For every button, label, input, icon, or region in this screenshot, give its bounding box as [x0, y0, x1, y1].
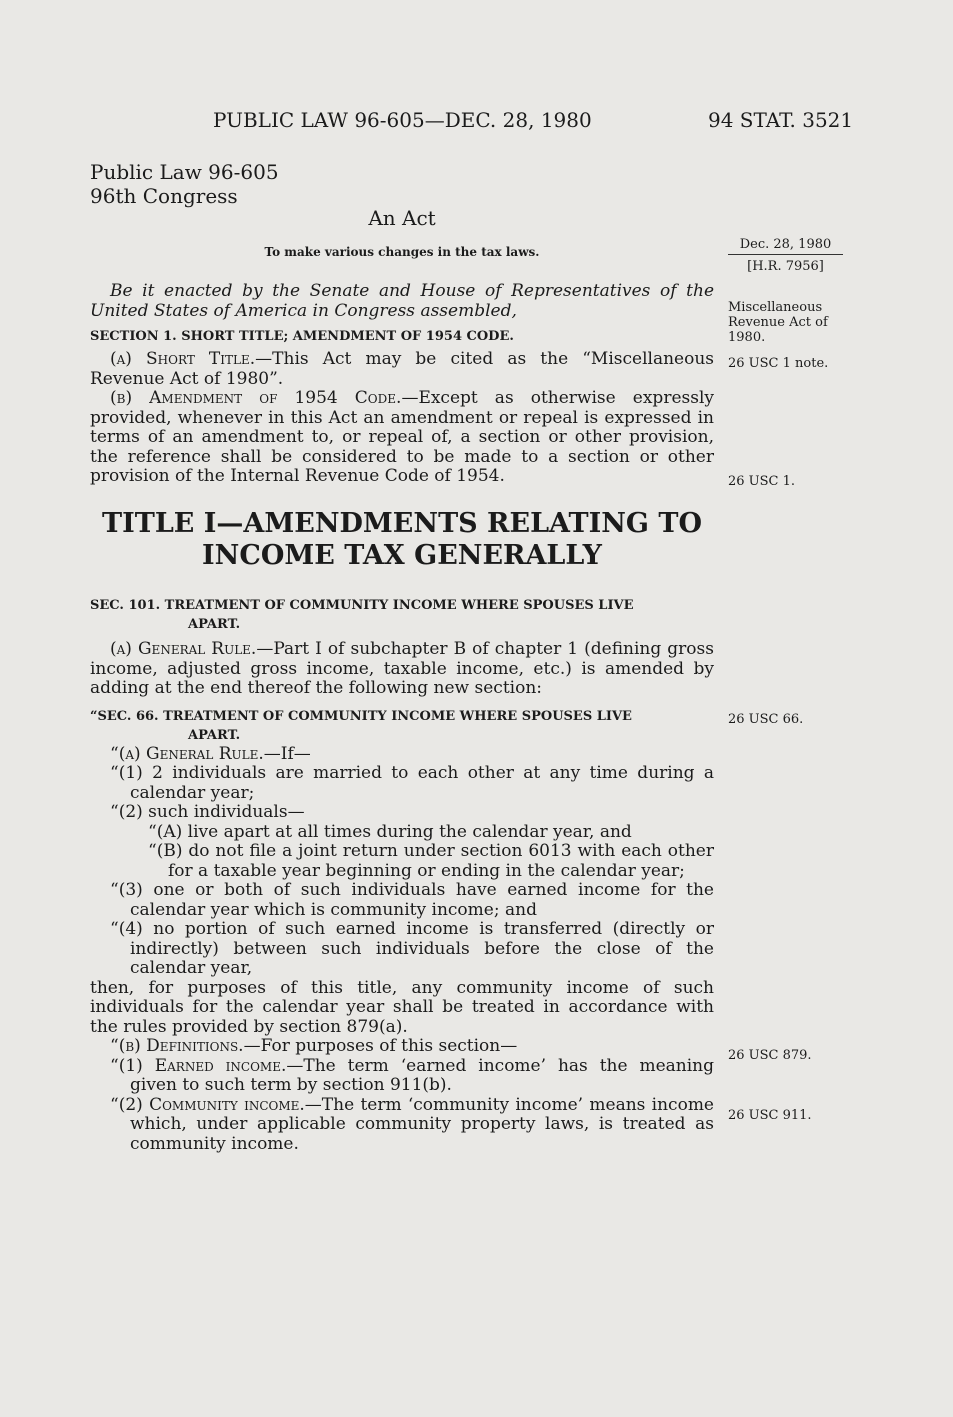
- paragraph-4: “(4) no portion of such earned income is transferred (directly or indirectly) between such individuals before the close of the calendar year,: [110, 919, 714, 978]
- margin-usc-911: 26 USC 911.: [728, 1108, 812, 1123]
- section-1-b-label: (b) Amendment of 1954 Code.: [110, 388, 402, 408]
- section-1-a-text: —This Act may be cited as the “Miscellaneous Revenue Act of 1980”.: [90, 349, 715, 389]
- section-101-block: [90, 596, 714, 1154]
- section-101-heading: [90, 596, 714, 634]
- margin-bill-number: [H.R. 7956]: [728, 254, 843, 274]
- margin-date: [728, 237, 843, 274]
- margin-short-title: Miscellaneous Revenue Act of 1980.: [728, 300, 828, 345]
- definition-2-text: —The term ‘community income’ means income which, under applicable community property laws, is treated as community income.: [130, 1094, 714, 1154]
- section-1-b-text: —Except as otherwise expressly provided, whenever in this Act an amendment or repeal is expressed in terms of an amendment to, or repeal of, a section or other provision, the reference shall be considered to be made to a section or other provision of the Internal Revenue Code of 1954.: [90, 388, 714, 486]
- section-1-a-label: (a) Short Title.: [110, 349, 256, 369]
- then-clause: then, for purposes of this title, any community income of such individuals for the calendar year shall be treated in accordance with the rules provided by section 879(a).: [90, 977, 714, 1037]
- definition-1-text: —The term ‘earned income’ has the meaning given to such term by section 911(b).: [130, 1055, 715, 1095]
- margin-date-text: Dec. 28, 1980: [739, 237, 832, 252]
- section-1-heading: SECTION 1. SHORT TITLE; AMENDMENT OF 1954 CODE.: [90, 329, 514, 344]
- law-number: Public Law 96-605: [90, 160, 279, 184]
- section-66-heading-line1: “SEC. 66. TREATMENT OF COMMUNITY INCOME WHERE SPOUSES LIVE: [90, 708, 632, 724]
- definitions-heading: [90, 1037, 714, 1057]
- subparagraph-2B: “(B) do not file a joint return under section 6013 with each other for a taxable year beginning or ending in the calendar year;: [148, 841, 714, 881]
- definition-1-label: “(1) Earned income.: [110, 1055, 287, 1076]
- definitions-text: —For purposes of this section—: [243, 1036, 518, 1056]
- running-head: PUBLIC LAW 96-605—DEC. 28, 1980: [213, 108, 592, 132]
- definition-1: [90, 1057, 714, 1096]
- law-identifier: [90, 160, 279, 208]
- section-66-heading: [90, 707, 714, 745]
- definitions-label: “(b) Definitions.: [110, 1036, 244, 1056]
- section-1-b: [90, 389, 714, 487]
- margin-usc-66: 26 USC 66.: [728, 712, 804, 727]
- paragraph-1: “(1) 2 individuals are married to each other at any time during a calendar year;: [110, 763, 714, 803]
- section-1-a: [90, 350, 714, 389]
- enacting-block: [90, 282, 714, 487]
- margin-usc-879: 26 USC 879.: [728, 1048, 812, 1063]
- section-101-heading-line2: APART.: [188, 617, 241, 632]
- enacting-clause: Be it enacted by the Senate and House of Representatives of the United States of America in Congress assembled,: [90, 281, 714, 321]
- stat-reference: 94 STAT. 3521: [708, 108, 854, 132]
- congress-number: 96th Congress: [90, 184, 238, 208]
- margin-usc-1: 26 USC 1.: [728, 474, 796, 489]
- section-66-heading-line2: APART.: [188, 727, 241, 743]
- act-purpose: To make various changes in the tax laws.: [264, 245, 540, 259]
- section-101-heading-line1: SEC. 101. TREATMENT OF COMMUNITY INCOME WHERE SPOUSES LIVE: [90, 598, 634, 613]
- section-66-a-label: “(a) General Rule.: [110, 743, 264, 764]
- subparagraph-2A: “(A) live apart at all times during the calendar year, and: [148, 821, 632, 842]
- title-heading: TITLE I—AMENDMENTS RELATING TO INCOME TAX GENERALLY: [102, 508, 702, 571]
- act-label: An Act: [368, 206, 436, 230]
- margin-usc-note: 26 USC 1 note.: [728, 356, 829, 371]
- definition-2-label: “(2) Community income.: [110, 1094, 305, 1115]
- section-101-a-label: (a) General Rule.: [110, 639, 257, 659]
- section-101-a-text: —Part I of subchapter B of chapter 1 (defining gross income, adjusted gross income, taxable income, etc.) is amended by adding at the end thereof the following new section:: [90, 639, 714, 698]
- definition-2: [90, 1096, 714, 1155]
- section-101-a: [90, 640, 714, 699]
- section-66-a: [90, 745, 714, 765]
- section-66-a-text: —If—: [263, 743, 311, 764]
- paragraph-2: “(2) such individuals—: [110, 802, 305, 822]
- paragraph-3: “(3) one or both of such individuals have earned income for the calendar year which is community income; and: [110, 880, 714, 920]
